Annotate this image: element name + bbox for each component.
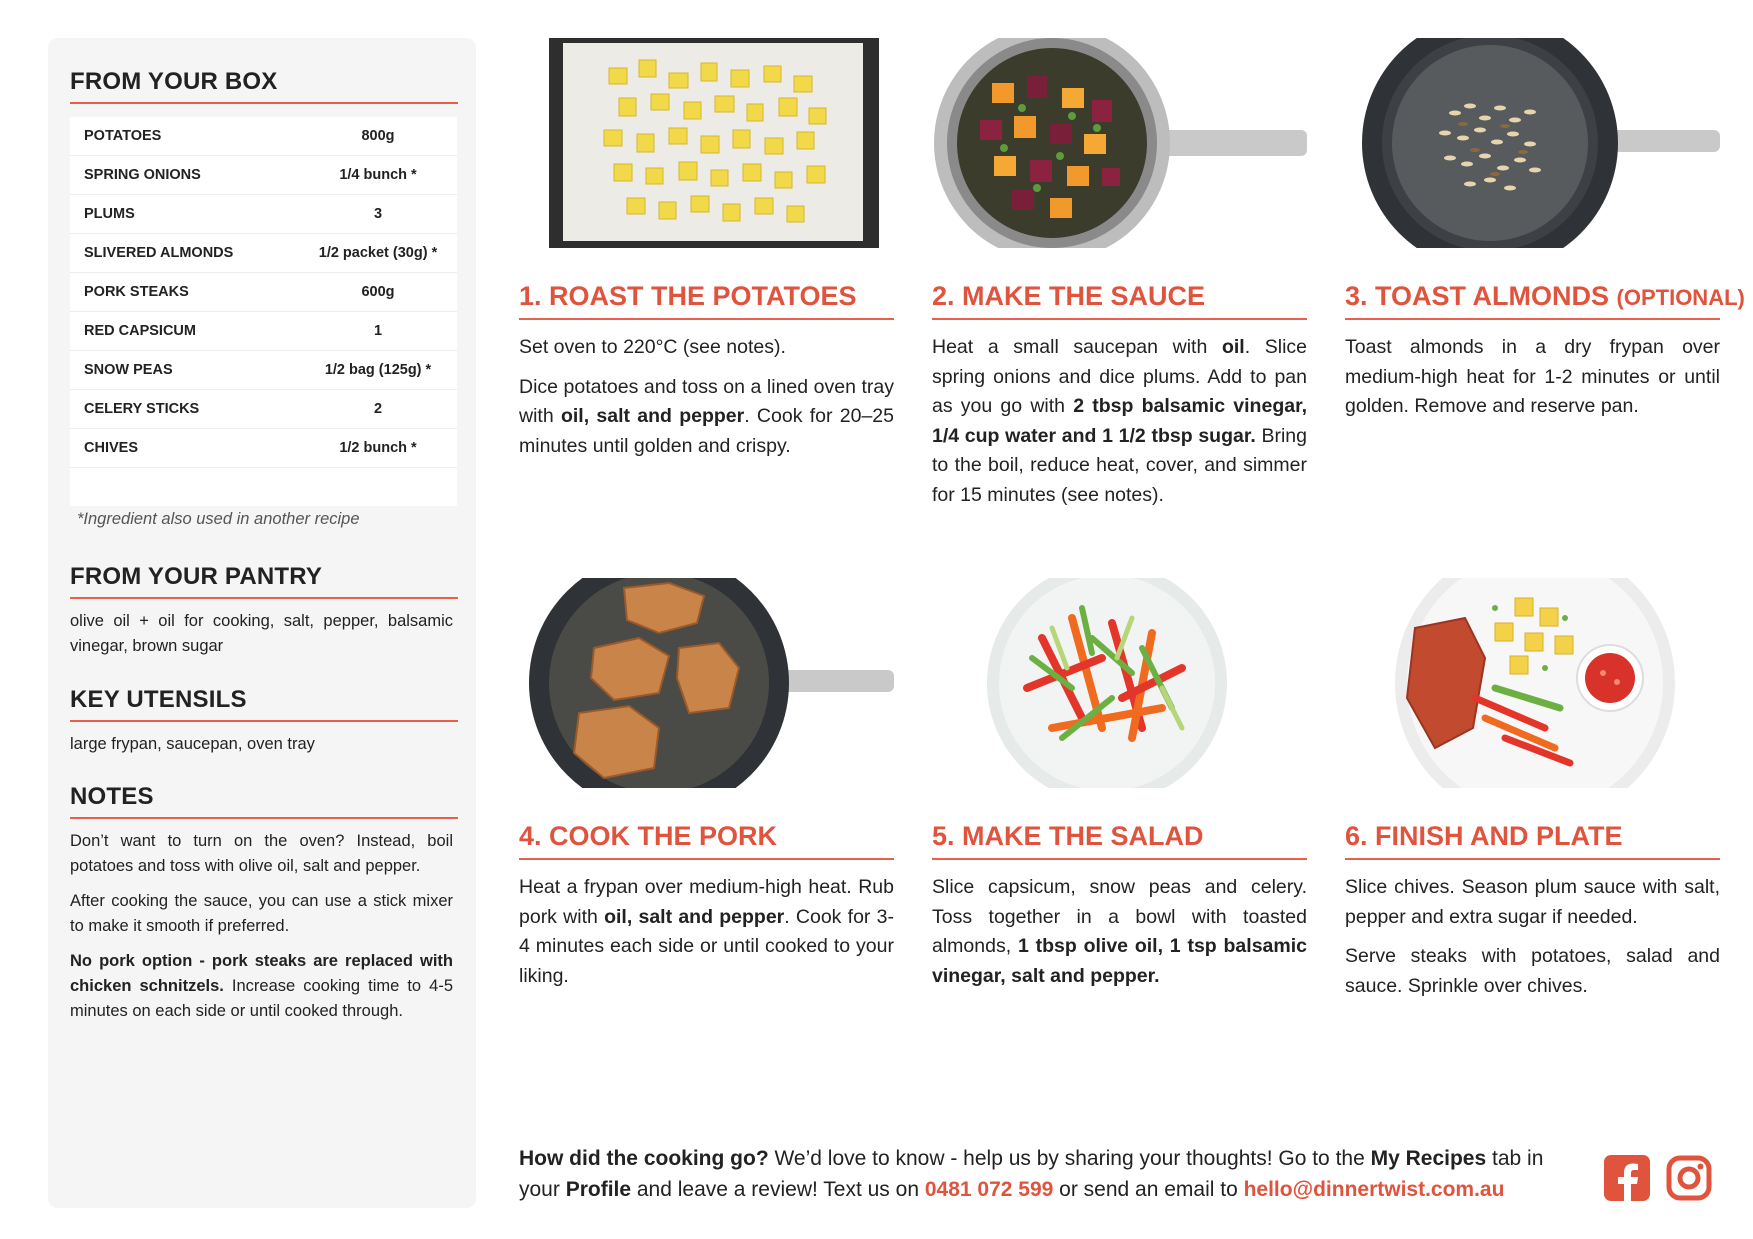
key-utensils-heading: KEY UTENSILS [70, 686, 458, 722]
step-1-body [519, 333, 894, 471]
text-span: Slice capsicum, snow peas and celery. Toss together in a bowl with toasted almonds, [932, 876, 1307, 957]
ingredient-name: SLIVERED ALMONDS [84, 245, 234, 261]
salad-bowl-image [932, 578, 1307, 788]
step-1-para-1: Set oven to 220°C (see notes). [519, 336, 786, 358]
table-row [70, 429, 457, 468]
step-3-title-optional: (OPTIONAL) [1616, 285, 1745, 310]
make-salad-photo [932, 578, 1307, 788]
my-recipes-link[interactable]: My Recipes [1370, 1147, 1487, 1170]
ingredient-name: SNOW PEAS [84, 362, 173, 378]
phone-link[interactable]: 0481 072 599 [924, 1178, 1054, 1201]
text-span: Dice potatoes and toss on a lined oven tray with [519, 375, 894, 427]
plated-dish-image [1345, 578, 1720, 788]
notes-heading: NOTES [70, 783, 458, 819]
step-3 [1345, 38, 1745, 417]
table-row-empty [70, 468, 457, 506]
ingredient-qty: 1/2 bunch * [339, 440, 417, 456]
ingredients-table [70, 117, 457, 506]
text-span: We’d love to know - help us by sharing your thoughts! Go to the [768, 1147, 1371, 1170]
text-bold: oil, salt and pepper [604, 905, 785, 928]
ingredient-qty: 600g [361, 284, 395, 300]
table-row [70, 156, 457, 195]
ingredient-qty: 2 [373, 401, 383, 417]
step-4-title: 4. COOK THE PORK [519, 821, 894, 860]
table-row [70, 312, 457, 351]
ingredient-name: CELERY STICKS [84, 401, 200, 417]
cook-pork-photo [519, 578, 894, 788]
ingredient-qty: 1/2 packet (30g) * [318, 245, 438, 261]
step-6-para-2: Serve steaks with potatoes, salad and sauce. Sprinkle over chives. [1345, 945, 1720, 997]
text-span: and leave a review! Text us on [631, 1178, 925, 1201]
ingredients-sidebar [48, 38, 476, 1208]
from-your-pantry-heading: FROM YOUR PANTRY [70, 563, 458, 599]
table-row [70, 117, 457, 156]
text-span: Heat a frypan over medium-high heat. Rub pork with [519, 876, 894, 928]
text-span: . Slice spring onions and dice plums. Add to pan as you go with [932, 336, 1307, 417]
text-span: or send an email to [1053, 1178, 1244, 1201]
table-row [70, 273, 457, 312]
step-6-title: 6. FINISH AND PLATE [1345, 821, 1720, 860]
step-5-body [932, 873, 1307, 1001]
feedback-footer [519, 1143, 1579, 1205]
text-span: tab in your [519, 1147, 1544, 1201]
ingredient-name: RED CAPSICUM [84, 323, 196, 339]
step-2-para-1 [932, 333, 1307, 510]
step-2-body [932, 333, 1307, 520]
utensils-text: large frypan, saucepan, oven tray [70, 735, 315, 753]
facebook-icon[interactable] [1604, 1155, 1650, 1201]
frypan-almonds-image [1345, 38, 1720, 248]
profile-link[interactable]: Profile [565, 1178, 632, 1201]
ingredient-name: CHIVES [84, 440, 138, 456]
frypan-pork-image [519, 578, 894, 788]
step-2-title: 2. MAKE THE SAUCE [932, 281, 1307, 320]
text-bold: oil, salt and pepper [560, 405, 745, 427]
note-1: Don’t want to turn on the oven? Instead, boil potatoes and toss with olive oil, salt and pepper. [70, 832, 453, 875]
ingredient-footnote: *Ingredient also used in another recipe [77, 510, 360, 528]
table-row [70, 195, 457, 234]
note-2: After cooking the sauce, you can use a stick mixer to make it smooth if preferred. [70, 892, 453, 935]
ingredient-name: PLUMS [84, 206, 135, 222]
from-your-box-heading: FROM YOUR BOX [70, 68, 458, 104]
note-3-rest: Increase cooking time to 4-5 minutes on each side or until cooked through. [70, 977, 453, 1020]
pantry-text: olive oil + oil for cooking, salt, pepper, balsamic vinegar, brown sugar [70, 612, 453, 655]
step-3-title-text: 3. TOAST ALMONDS [1345, 281, 1610, 311]
step-1-title: 1. ROAST THE POTATOES [519, 281, 894, 320]
finish-plate-photo [1345, 578, 1720, 788]
ingredient-name: PORK STEAKS [84, 284, 189, 300]
make-sauce-photo [932, 38, 1307, 248]
ingredient-qty: 1 [373, 323, 383, 339]
potatoes-tray-image [519, 38, 894, 248]
note-3-bold: No pork option - pork steaks are replaced with chicken schnitzels. [70, 952, 453, 995]
note-3 [70, 949, 453, 1024]
step-6-para-1: Slice chives. Season plum sauce with salt, pepper and extra sugar if needed. [1345, 876, 1720, 928]
roast-potatoes-photo [519, 38, 894, 248]
step-2 [932, 38, 1307, 506]
toast-almonds-photo [1345, 38, 1720, 248]
step-3-title [1345, 281, 1745, 320]
step-4-body [519, 873, 894, 1001]
step-6 [1345, 578, 1720, 997]
step-3-para-1: Toast almonds in a dry frypan over medium-high heat for 1-2 minutes or until golden. Remove and reserve pan. [1345, 336, 1720, 417]
footer-question: How did the cooking go? [519, 1147, 769, 1170]
email-link[interactable]: hello@dinnertwist.com.au [1243, 1178, 1505, 1201]
step-1 [519, 38, 894, 457]
step-6-body [1345, 873, 1720, 1011]
text-span: Heat a small saucepan with [932, 336, 1222, 358]
step-5 [932, 578, 1307, 987]
instagram-icon[interactable] [1666, 1155, 1712, 1201]
saucepan-image [932, 38, 1307, 248]
text-bold: oil [1221, 336, 1245, 358]
step-1-para-2 [519, 373, 894, 462]
ingredient-name: POTATOES [84, 128, 162, 144]
step-5-para-1 [932, 873, 1307, 991]
ingredient-qty: 800g [361, 128, 395, 144]
step-4 [519, 578, 894, 987]
text-span: . Cook for 3-4 minutes each side or until cooked to your liking. [519, 905, 894, 987]
notes-text [70, 829, 453, 1034]
ingredient-qty: 3 [373, 206, 383, 222]
step-4-para-1 [519, 873, 894, 991]
text-bold: 2 tbsp balsamic vinegar, 1/4 cup water and 1 1/2 tbsp sugar. [932, 395, 1307, 447]
text-span: Bring to the boil, reduce heat, cover, and simmer for 15 minutes (see notes). [932, 424, 1307, 506]
table-row [70, 390, 457, 429]
ingredient-qty: 1/4 bunch * [339, 167, 417, 183]
step-5-title: 5. MAKE THE SALAD [932, 821, 1307, 860]
text-span: . Cook for 20–25 minutes until golden and crispy. [519, 405, 894, 457]
table-row [70, 234, 457, 273]
ingredient-qty: 1/2 bag (125g) * [324, 362, 432, 378]
step-3-body [1345, 333, 1720, 432]
text-bold: 1 tbsp olive oil, 1 tsp balsamic vinegar, salt and pepper. [932, 935, 1307, 987]
ingredient-name: SPRING ONIONS [84, 167, 201, 183]
table-row [70, 351, 457, 390]
